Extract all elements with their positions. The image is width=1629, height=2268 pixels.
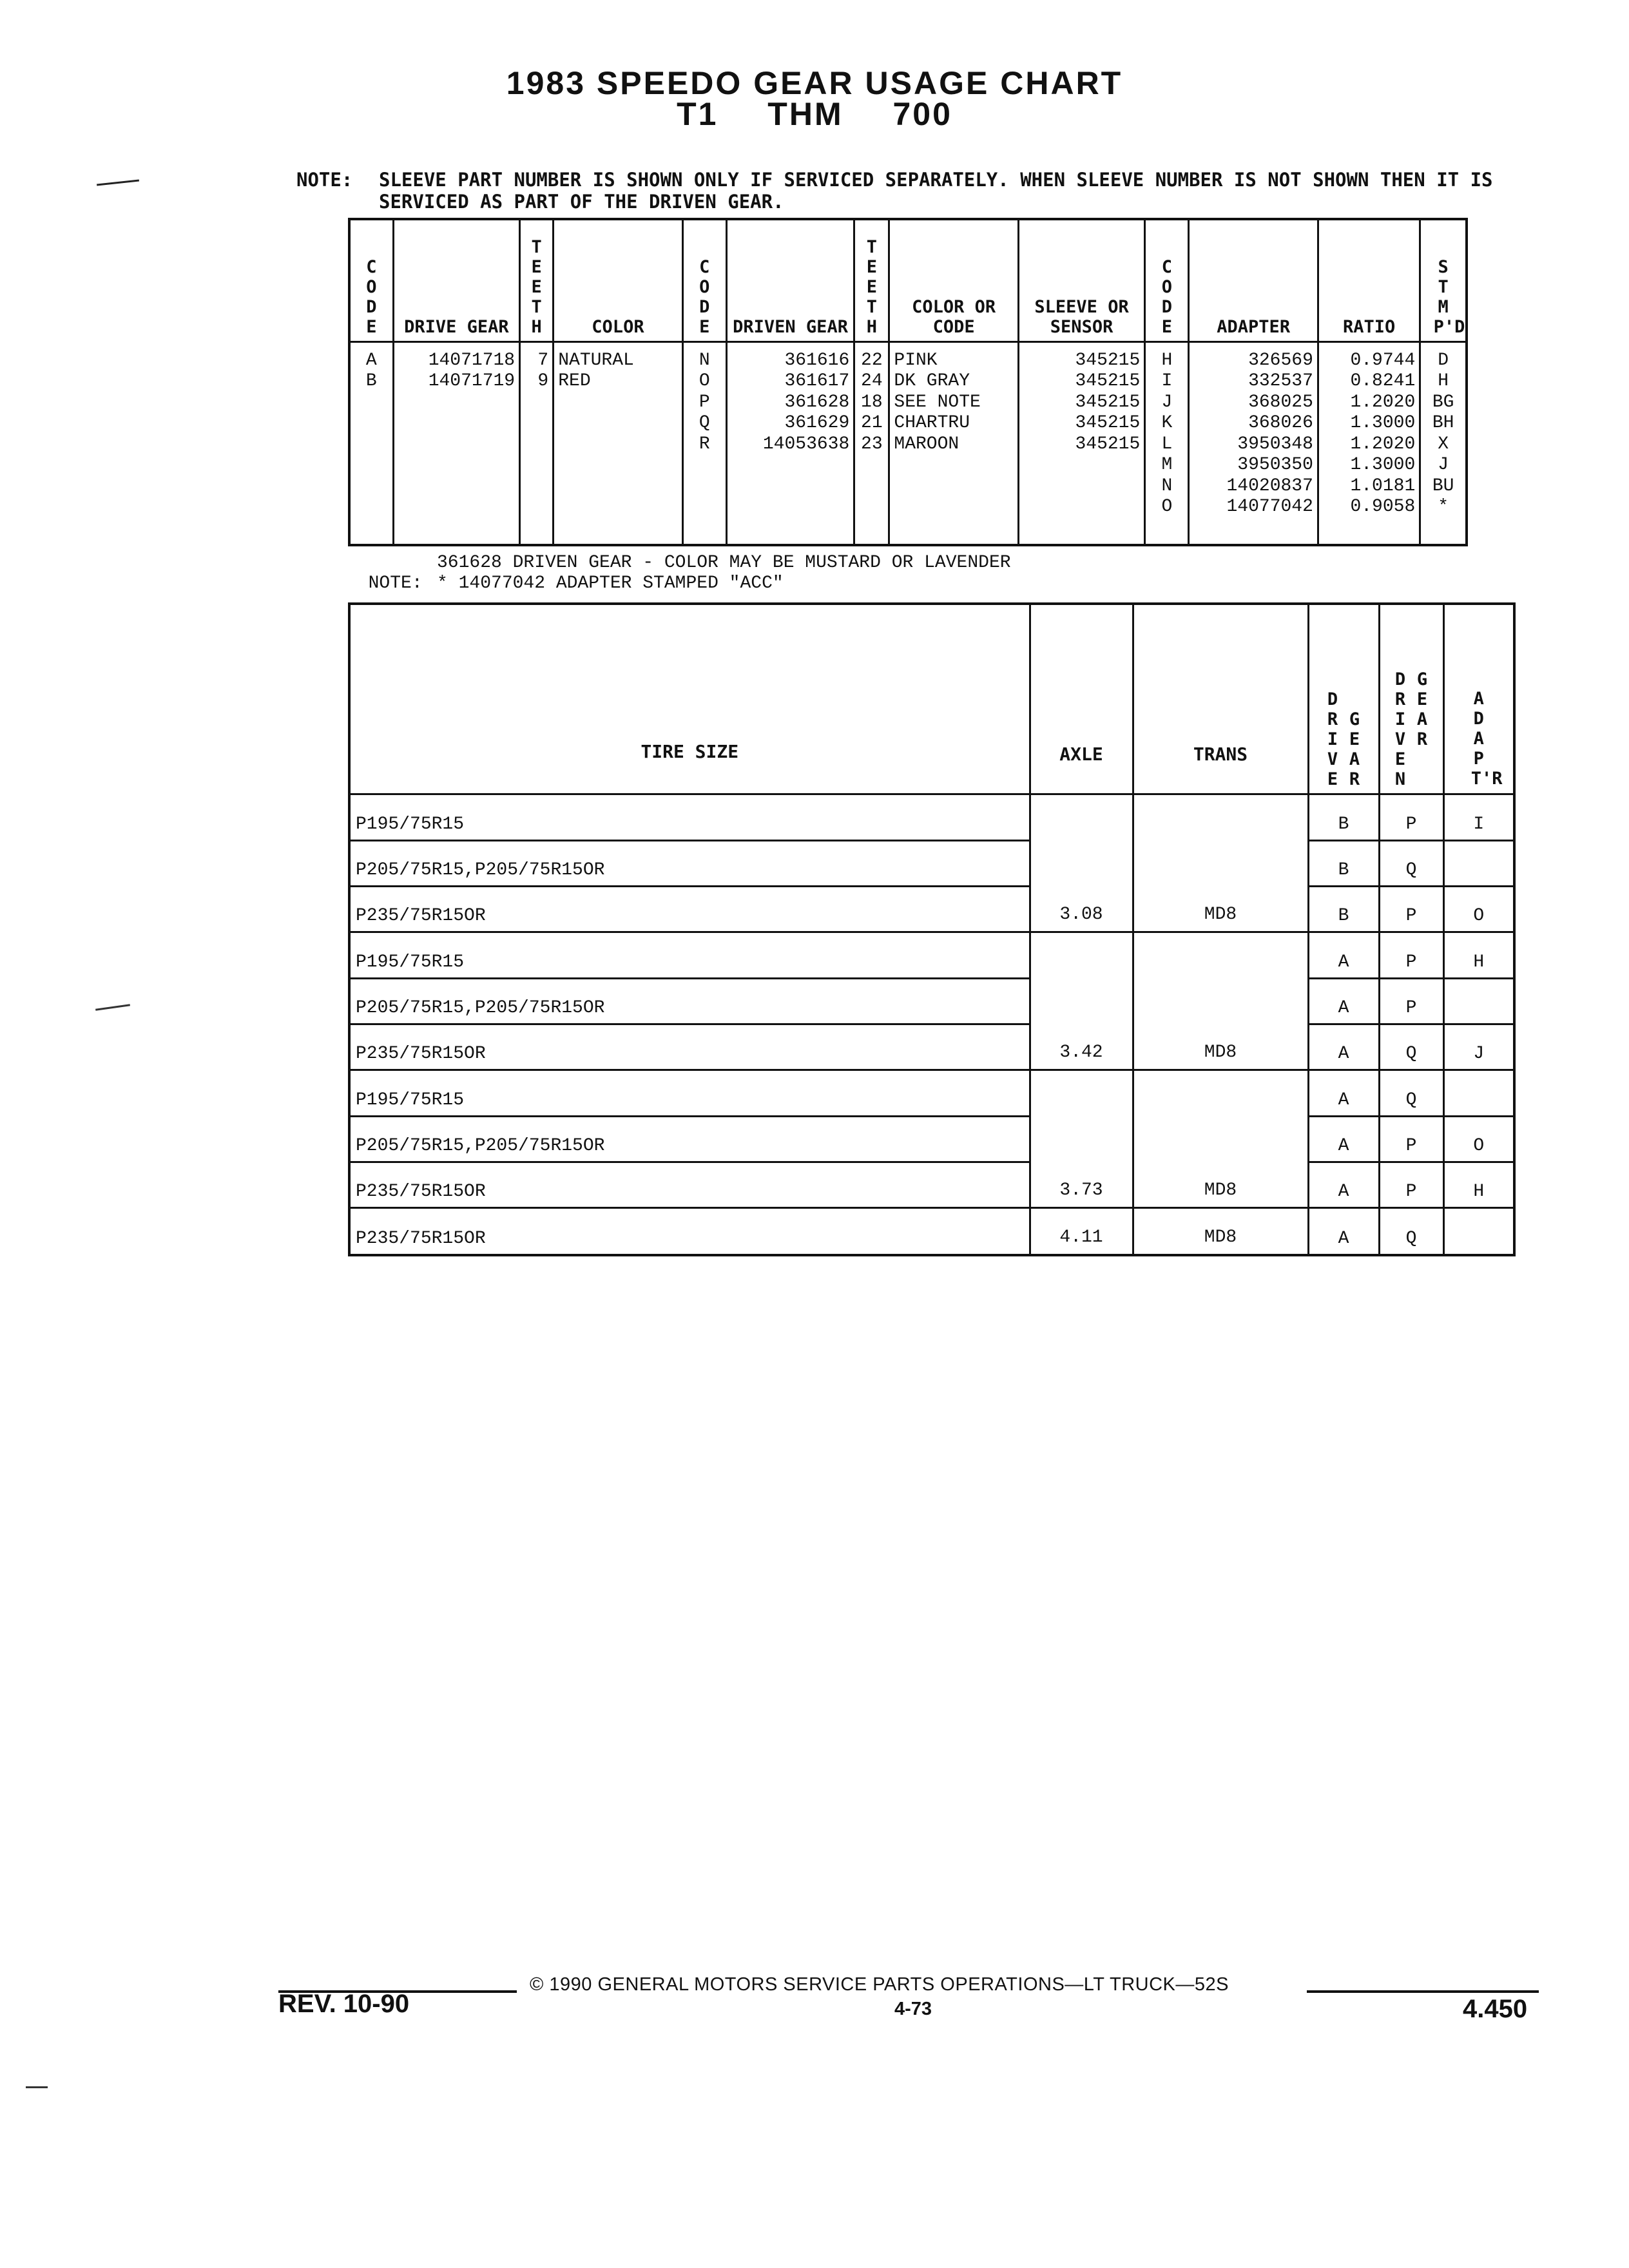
axle-cell: 3.42	[1030, 1024, 1133, 1070]
header-driven-gear: DRIVEN GEAR	[1379, 604, 1443, 794]
table-row	[349, 932, 1514, 979]
header-color: COLOR	[554, 219, 682, 341]
drive-teeth-column: 7 9	[520, 341, 554, 545]
table-row	[349, 978, 1514, 1024]
header-trans: TRANS	[1133, 604, 1308, 794]
note-label: NOTE:	[296, 169, 353, 191]
driven-gear-cell: Q	[1379, 840, 1443, 886]
scan-mark	[97, 180, 139, 186]
header-drive-gear: DRIVE GEAR	[393, 219, 519, 341]
adapter-cell: H	[1443, 932, 1514, 979]
trans-cell	[1133, 1116, 1308, 1162]
trans-cell	[1133, 1070, 1308, 1117]
section-number: 4.450	[1463, 1995, 1528, 2023]
adapter-cell: H	[1443, 1162, 1514, 1208]
table-row	[349, 1162, 1514, 1208]
tire-size-cell: P195/75R15	[349, 794, 1030, 841]
sleeve-column: 345215 345215 345215 345215 345215	[1018, 341, 1144, 545]
note-label: NOTE:	[368, 573, 423, 593]
drive-gear-cell: A	[1308, 1116, 1379, 1162]
drive-gear-cell: A	[1308, 978, 1379, 1024]
axle-cell: 3.73	[1030, 1162, 1133, 1208]
adapter-cell: I	[1443, 794, 1514, 841]
drive-gear-cell: B	[1308, 794, 1379, 841]
table-row	[349, 840, 1514, 886]
adapter-cell	[1443, 1208, 1514, 1256]
drive-code-column: A B	[349, 341, 393, 545]
table-row	[349, 886, 1514, 932]
header-adapter: ADAPT'R	[1443, 604, 1514, 794]
driven-gear-cell: Q	[1379, 1070, 1443, 1117]
ratio-column: 0.9744 0.8241 1.2020 1.3000 1.2020 1.3000 1.0181 0.9058	[1318, 341, 1420, 545]
adapter-cell	[1443, 1070, 1514, 1117]
trans-cell: MD8	[1133, 1208, 1308, 1256]
adapter-cell: J	[1443, 1024, 1514, 1070]
adapter-cell: O	[1443, 1116, 1514, 1162]
trans-cell	[1133, 840, 1308, 886]
driven-gear-cell: P	[1379, 794, 1443, 841]
driven-code-column: N O P Q R	[682, 341, 726, 545]
driven-gear-cell: Q	[1379, 1208, 1443, 1256]
driven-gear-cell: P	[1379, 1162, 1443, 1208]
header-drive-gear: DRIVE GEAR	[1308, 604, 1379, 794]
drive-gear-cell: A	[1308, 1070, 1379, 1117]
adapter-code-column: H I J K L M N O	[1145, 341, 1189, 545]
driven-gear-cell: P	[1379, 932, 1443, 979]
table-row	[349, 1024, 1514, 1070]
tire-size-cell: P195/75R15	[349, 932, 1030, 979]
header-stmpd: STMP'D	[1420, 219, 1467, 341]
gear-usage-table	[348, 218, 1468, 546]
drive-gear-cell: B	[1308, 886, 1379, 932]
driven-gear-cell: P	[1379, 886, 1443, 932]
drive-gear-cell: A	[1308, 1162, 1379, 1208]
header-code-drive: CODE	[349, 219, 393, 341]
tire-size-cell: P205/75R15,P205/75R15OR	[349, 840, 1030, 886]
axle-cell	[1030, 978, 1133, 1024]
adapter-column: 326569 332537 368025 368026 3950348 3950350 14020837 14077042	[1189, 341, 1318, 545]
header-code-adapter: CODE	[1145, 219, 1189, 341]
page-title: 1983 SPEEDO GEAR USAGE CHART	[506, 65, 1123, 101]
tire-size-cell: P235/75R15OR	[349, 1024, 1030, 1070]
axle-cell: 4.11	[1030, 1208, 1133, 1256]
adapter-cell	[1443, 840, 1514, 886]
tire-size-cell: P195/75R15	[349, 1070, 1030, 1117]
table-row	[349, 1208, 1514, 1256]
scan-mark	[95, 1004, 130, 1010]
page-number: 4-73	[894, 1999, 932, 2019]
header-color-or-code: COLOR OR CODE	[889, 219, 1018, 341]
driven-gear-cell: Q	[1379, 1024, 1443, 1070]
revision: REV. 10-90	[278, 1990, 410, 2018]
adapter-cell: O	[1443, 886, 1514, 932]
header-teeth-drive: TEETH	[520, 219, 554, 341]
trans-cell: MD8	[1133, 886, 1308, 932]
tire-size-cell: P205/75R15,P205/75R15OR	[349, 978, 1030, 1024]
drive-gear-cell: A	[1308, 1024, 1379, 1070]
axle-cell	[1030, 1070, 1133, 1117]
footer-rule-right	[1307, 1990, 1539, 1993]
header-code-driven: CODE	[682, 219, 726, 341]
header-driven-gear: DRIVEN GEAR	[726, 219, 854, 341]
axle-cell	[1030, 840, 1133, 886]
trans-cell	[1133, 978, 1308, 1024]
driven-gear-cell: P	[1379, 1116, 1443, 1162]
table-row	[349, 1116, 1514, 1162]
driven-gear-column: 361616 361617 361628 361629 14053638	[726, 341, 854, 545]
header-tire-size: TIRE SIZE	[349, 604, 1030, 794]
table-row	[349, 1070, 1514, 1117]
trans-cell: MD8	[1133, 1162, 1308, 1208]
copyright: © 1990 GENERAL MOTORS SERVICE PARTS OPERATIONS—LT TRUCK—52S	[530, 1974, 1229, 1995]
header-teeth-driven: TEETH	[854, 219, 889, 341]
tire-size-table	[348, 602, 1516, 1256]
header-ratio: RATIO	[1318, 219, 1420, 341]
page-subtitle: T1 THM 700	[677, 96, 952, 132]
stmpd-column: D H BG BH X J BU *	[1420, 341, 1467, 545]
driven-gear-cell: P	[1379, 978, 1443, 1024]
drive-gear-column: 14071718 14071719	[393, 341, 519, 545]
note-line-2: * 14077042 ADAPTER STAMPED "ACC"	[437, 573, 784, 593]
tire-size-cell: P205/75R15,P205/75R15OR	[349, 1116, 1030, 1162]
note-line-1: 361628 DRIVEN GEAR - COLOR MAY BE MUSTARD OR LAVENDER	[437, 553, 1011, 573]
tire-size-cell: P235/75R15OR	[349, 1208, 1030, 1256]
header-adapter: ADAPTER	[1189, 219, 1318, 341]
drive-gear-cell: A	[1308, 932, 1379, 979]
axle-cell	[1030, 932, 1133, 979]
adapter-cell	[1443, 978, 1514, 1024]
drive-color-column: NATURAL RED	[554, 341, 682, 545]
axle-cell	[1030, 1116, 1133, 1162]
axle-cell	[1030, 794, 1133, 841]
scan-mark	[26, 2086, 48, 2088]
trans-cell	[1133, 794, 1308, 841]
tire-size-cell: P235/75R15OR	[349, 1162, 1030, 1208]
trans-cell: MD8	[1133, 1024, 1308, 1070]
header-axle: AXLE	[1030, 604, 1133, 794]
table-row	[349, 794, 1514, 841]
axle-cell: 3.08	[1030, 886, 1133, 932]
drive-gear-cell: B	[1308, 840, 1379, 886]
driven-teeth-column: 22 24 18 21 23	[854, 341, 889, 545]
drive-gear-cell: A	[1308, 1208, 1379, 1256]
trans-cell	[1133, 932, 1308, 979]
driven-color-column: PINK DK GRAY SEE NOTE CHARTRU MAROON	[889, 341, 1018, 545]
header-sleeve: SLEEVE OR SENSOR	[1018, 219, 1144, 341]
tire-size-cell: P235/75R15OR	[349, 886, 1030, 932]
note-text: SLEEVE PART NUMBER IS SHOWN ONLY IF SERVICED SEPARATELY. WHEN SLEEVE NUMBER IS NOT SHOWN THEN IT IS SERVICED AS PART OF THE DRIVEN GEAR.	[379, 169, 1493, 213]
